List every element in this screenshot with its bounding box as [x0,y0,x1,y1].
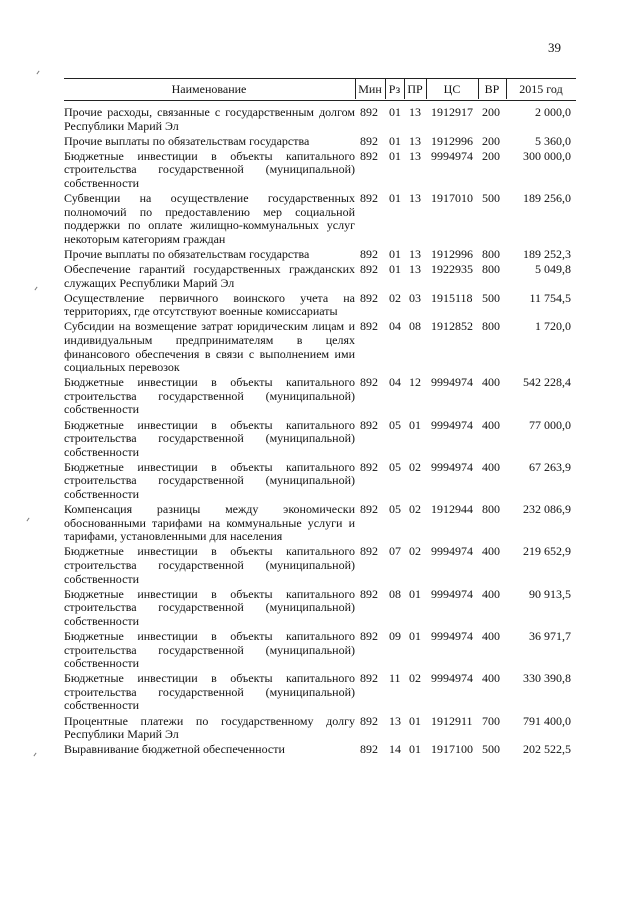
row-vr: 800 [482,262,500,277]
table-row [64,743,576,757]
row-name: Бюджетные инвестиции в объекты капитального строительства государственной (муниципальной) собственности [64,375,355,417]
row-min: 892 [360,628,378,643]
row-cs: 1915118 [431,290,473,305]
table-row [64,672,576,713]
row-cs: 1922935 [431,262,473,277]
table-row [64,192,576,246]
header-vr: ВР [484,82,500,96]
header-cs: ЦС [443,82,461,96]
row-pr: 01 [409,586,421,601]
row-name: Бюджетные инвестиции в объекты капитального строительства государственной (муниципальной) собственности [64,544,355,586]
table-row [64,150,576,191]
table-row [64,630,576,671]
table-row [64,545,576,586]
row-pr: 02 [409,459,421,474]
row-sum: 1 720,0 [535,319,571,334]
row-rz: 05 [389,417,401,432]
row-cs: 1912944 [431,502,473,517]
row-vr: 800 [482,502,500,517]
row-sum: 219 652,9 [523,544,571,559]
row-rz: 01 [389,105,401,119]
row-vr: 200 [482,105,500,119]
row-pr: 12 [409,375,421,390]
table-header [64,79,576,101]
row-cs: 9994974 [431,459,473,474]
page-number: 39 [548,40,561,55]
row-min: 892 [360,713,378,728]
row-name: Осуществление первичного воинского учета на территориях, где отсутствуют военные комиссариаты [64,290,355,319]
row-sum: 232 086,9 [523,502,571,517]
row-vr: 400 [482,586,500,601]
row-vr: 800 [482,246,500,261]
row-min: 892 [360,459,378,474]
row-sum: 77 000,0 [529,417,571,432]
scan-mark [26,518,29,522]
row-cs: 1912911 [431,713,473,728]
row-rz: 01 [389,262,401,277]
row-pr: 13 [409,133,421,148]
row-name: Прочие выплаты по обязательствам государства [64,246,310,261]
table-body [64,106,576,758]
row-cs: 1917100 [431,742,473,757]
row-pr: 01 [409,628,421,643]
row-vr: 500 [482,742,500,757]
row-cs: 9994974 [431,586,473,601]
row-min: 892 [360,671,378,686]
row-min: 892 [360,191,378,206]
row-cs: 9994974 [431,628,473,643]
table-row [64,376,576,417]
row-min: 892 [360,586,378,601]
row-cs: 1912996 [431,246,473,261]
row-rz: 02 [389,290,401,305]
row-pr: 13 [409,148,421,163]
table-row [64,292,576,319]
row-vr: 500 [482,290,500,305]
row-sum: 67 263,9 [529,459,571,474]
row-min: 892 [360,417,378,432]
row-rz: 01 [389,133,401,148]
row-rz: 05 [389,459,401,474]
row-cs: 1912852 [431,319,473,334]
row-vr: 400 [482,375,500,390]
row-rz: 01 [389,148,401,163]
row-pr: 13 [409,246,421,261]
row-min: 892 [360,544,378,559]
row-sum: 11 754,5 [529,290,571,305]
scan-mark [33,753,36,757]
row-sum: 90 913,5 [529,586,571,601]
row-vr: 400 [482,417,500,432]
table-row [64,248,576,262]
scan-mark [36,71,39,75]
row-pr: 01 [409,713,421,728]
row-name: Бюджетные инвестиции в объекты капитального строительства государственной (муниципальной) собственности [64,628,355,671]
row-cs: 9994974 [431,148,473,163]
row-pr: 02 [409,502,421,517]
row-sum: 202 522,5 [523,742,571,757]
row-vr: 700 [482,713,500,728]
row-pr: 02 [409,671,421,686]
row-min: 892 [360,148,378,163]
table-row [64,461,576,502]
row-cs: 1912996 [431,133,473,148]
table-row [64,588,576,629]
row-name: Прочие расходы, связанные с государственным долгом Республики Марий Эл [64,105,355,133]
row-pr: 02 [409,544,421,559]
row-min: 892 [360,375,378,390]
row-sum: 330 390,8 [523,671,571,686]
header-name: Наименование [171,82,247,96]
row-vr: 400 [482,628,500,643]
row-sum: 300 000,0 [523,148,571,163]
table-row [64,320,576,374]
header-rz: Рз [388,82,401,96]
row-name: Выравнивание бюджетной обеспеченности [64,742,285,757]
row-vr: 200 [482,148,500,163]
table-row [64,715,576,742]
row-rz: 04 [389,375,401,390]
row-vr: 800 [482,319,500,334]
row-rz: 08 [389,586,401,601]
row-vr: 500 [482,191,500,206]
row-sum: 791 400,0 [523,713,571,728]
table-row [64,419,576,460]
table-row [64,263,576,290]
row-name: Бюджетные инвестиции в объекты капитального строительства государственной (муниципальной) собственности [64,417,355,459]
row-rz: 13 [389,713,401,728]
row-pr: 01 [409,417,421,432]
row-name: Бюджетные инвестиции в объекты капитального строительства государственной (муниципальной) собственности [64,459,355,502]
row-cs: 9994974 [431,375,473,390]
row-sum: 189 252,3 [523,246,571,261]
row-sum: 2 000,0 [535,105,571,119]
row-sum: 542 228,4 [523,375,571,390]
row-sum: 5 049,8 [535,262,571,277]
row-min: 892 [360,105,378,119]
row-pr: 13 [409,105,421,119]
row-rz: 01 [389,191,401,206]
row-min: 892 [360,502,378,517]
row-rz: 14 [389,742,401,757]
row-pr: 13 [409,262,421,277]
row-vr: 200 [482,133,500,148]
row-rz: 09 [389,628,401,643]
row-vr: 400 [482,459,500,474]
scan-mark [34,287,37,291]
row-cs: 9994974 [431,544,473,559]
row-min: 892 [360,262,378,277]
row-sum: 36 971,7 [529,628,571,643]
row-pr: 01 [409,742,421,757]
row-min: 892 [360,133,378,148]
row-rz: 01 [389,246,401,261]
row-name: Субвенции на осуществление государственных полномочий по предоставлению мер социальной поддержки по оплате жилищно-коммунальных услуг некоторым категориям граждан [64,191,355,246]
row-sum: 5 360,0 [535,133,571,148]
row-name: Бюджетные инвестиции в объекты капитального строительства государственной (муниципальной) собственности [64,586,355,628]
row-min: 892 [360,246,378,261]
row-name: Субсидии на возмещение затрат юридическим лицам и индивидуальным предпринимателям в целях финансового обеспечения в связи с выполнением ими социальных перевозок [64,319,355,375]
row-name: Бюджетные инвестиции в объекты капитального строительства государственной (муниципальной) собственности [64,148,355,190]
table-row [64,135,576,149]
row-pr: 03 [409,290,421,305]
row-pr: 13 [409,191,421,206]
row-cs: 1912917 [431,105,473,119]
row-cs: 9994974 [431,417,473,432]
row-rz: 07 [389,544,401,559]
row-name: Бюджетные инвестиции в объекты капитального строительства государственной (муниципальной) собственности [64,671,355,713]
row-min: 892 [360,290,378,305]
row-name: Обеспечение гарантий государственных гражданских служащих Республики Марий Эл [64,262,355,290]
row-min: 892 [360,742,378,757]
table-row [64,503,576,544]
row-cs: 9994974 [431,671,473,686]
header-min: Мин [358,82,382,96]
row-vr: 400 [482,544,500,559]
header-year: 2015 год [519,82,563,96]
row-rz: 04 [389,319,401,334]
row-rz: 11 [389,671,401,686]
row-name: Прочие выплаты по обязательствам государства [64,133,310,148]
table-row [64,106,576,133]
row-rz: 05 [389,502,401,517]
row-name: Процентные платежи по государственному долгу Республики Марий Эл [64,713,355,742]
row-name: Компенсация разницы между экономически обоснованными тарифами на коммунальные услуги и тарифами, установленными для населения [64,502,355,544]
row-sum: 189 256,0 [523,191,571,206]
row-cs: 1917010 [431,191,473,206]
header-pr: ПР [407,82,423,96]
row-pr: 08 [409,319,421,334]
row-min: 892 [360,319,378,334]
row-vr: 400 [482,671,500,686]
